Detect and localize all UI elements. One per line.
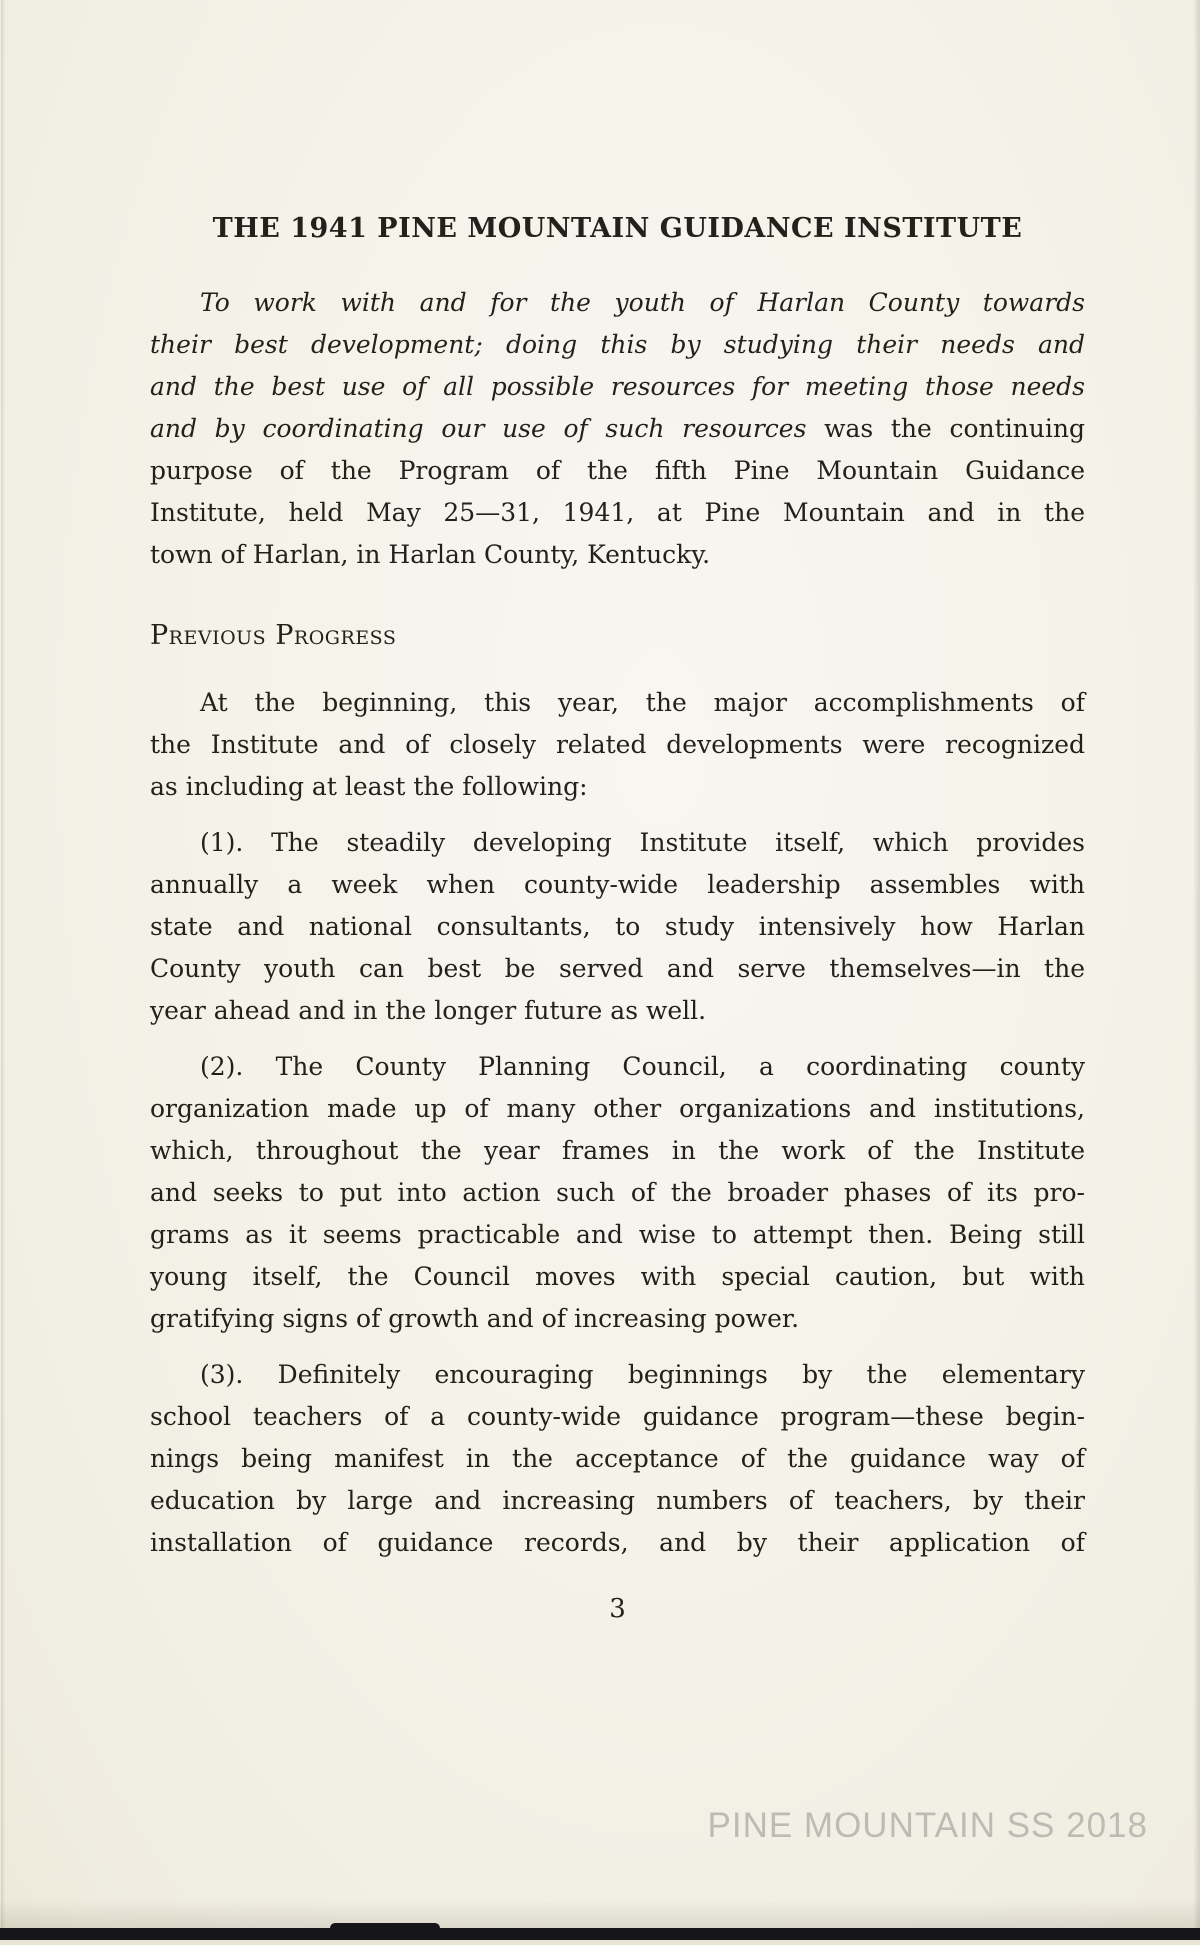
text-line [150, 408, 1085, 450]
body-text: young itself, the Council moves with special caution, but with [150, 1262, 1085, 1291]
text-line [150, 1298, 1085, 1340]
text-line [150, 1396, 1085, 1438]
text-line [150, 906, 1085, 948]
text-blocks [150, 282, 1085, 1564]
body-text: gratifying signs of growth and of increasing power. [150, 1304, 800, 1333]
paragraph [150, 682, 1085, 808]
text-line [150, 492, 1085, 534]
text-line [150, 1354, 1085, 1396]
body-text: education by large and increasing numbers of teachers, by their [150, 1486, 1085, 1515]
text-line [150, 1480, 1085, 1522]
text-line [150, 724, 1085, 766]
page-edge-right [1193, 0, 1200, 1940]
body-text: school teachers of a county-wide guidance program—these begin- [150, 1402, 1085, 1431]
body-text: state and national consultants, to study intensively how Harlan [150, 912, 1085, 941]
paragraph [150, 822, 1085, 1032]
body-text: (2). The County Planning Council, a coordinating county [200, 1052, 1085, 1081]
body-text: County youth can best be served and serve themselves—in the [150, 954, 1085, 983]
text-line [150, 822, 1085, 864]
body-text: town of Harlan, in Harlan County, Kentucky. [150, 540, 711, 569]
watermark: PINE MOUNTAIN SS 2018 [707, 1806, 1148, 1845]
page-number: 3 [609, 1594, 626, 1624]
text-line [150, 1088, 1085, 1130]
body-text: as including at least the following: [150, 772, 588, 801]
italic-text: their best development; doing this by studying their needs and [150, 330, 1085, 359]
body-text: and seeks to put into action such of the broader phases of its pro- [150, 1178, 1085, 1207]
paragraph [150, 1354, 1085, 1564]
body-text: year ahead and in the longer future as well. [150, 996, 707, 1025]
body-text: was the continuing [806, 414, 1085, 443]
text-line [150, 450, 1085, 492]
body-text: (1). The steadily developing Institute itself, which provides [200, 828, 1085, 857]
body-text: At the beginning, this year, the major accomplishments of [200, 688, 1085, 717]
text-line [150, 1438, 1085, 1480]
scan-bottom-shadow [0, 1899, 1200, 1929]
paragraph [150, 282, 1085, 576]
page-title: THE 1941 PINE MOUNTAIN GUIDANCE INSTITUTE [212, 213, 1023, 244]
text-line [150, 1256, 1085, 1298]
body-text: organization made up of many other organizations and institutions, [150, 1094, 1085, 1123]
body-text: grams as it seems practicable and wise to attempt then. Being still [150, 1220, 1085, 1249]
text-line [150, 990, 1085, 1032]
text-line [150, 682, 1085, 724]
italic-text: and by coordinating our use of such resources [150, 414, 807, 443]
body-text: purpose of the Program of the fifth Pine Mountain Guidance [150, 456, 1085, 485]
italic-text: To work with and for the youth of Harlan County towards [200, 288, 1085, 317]
italic-text: and the best use of all possible resources for meeting those needs [150, 372, 1085, 401]
text-line [150, 1172, 1085, 1214]
paragraph [150, 1046, 1085, 1340]
body-text: which, throughout the year frames in the work of the Institute [150, 1136, 1085, 1165]
body-text: Institute, held May 25—31, 1941, at Pine Mountain and in the [150, 498, 1085, 527]
text-line [150, 1046, 1085, 1088]
body-text: nings being manifest in the acceptance of the guidance way of [150, 1444, 1085, 1473]
scan-bottom-edge [0, 1928, 1200, 1940]
text-line [150, 534, 1085, 576]
page-body [150, 212, 1085, 1626]
body-text: installation of guidance records, and by their application of [150, 1528, 1085, 1557]
text-line [150, 766, 1085, 808]
text-line [150, 1130, 1085, 1172]
body-text: annually a week when county-wide leadership assembles with [150, 870, 1085, 899]
body-text: (3). Definitely encouraging beginnings by the elementary [200, 1360, 1085, 1389]
text-line [150, 1214, 1085, 1256]
text-line [150, 1522, 1085, 1564]
body-text: the Institute and of closely related developments were recognized [150, 730, 1085, 759]
text-line [150, 948, 1085, 990]
section-heading: Previous Progress [150, 620, 397, 651]
text-line [150, 324, 1085, 366]
text-line [150, 366, 1085, 408]
page-edge-left [1, 0, 5, 1940]
text-line [150, 864, 1085, 906]
text-line [150, 282, 1085, 324]
